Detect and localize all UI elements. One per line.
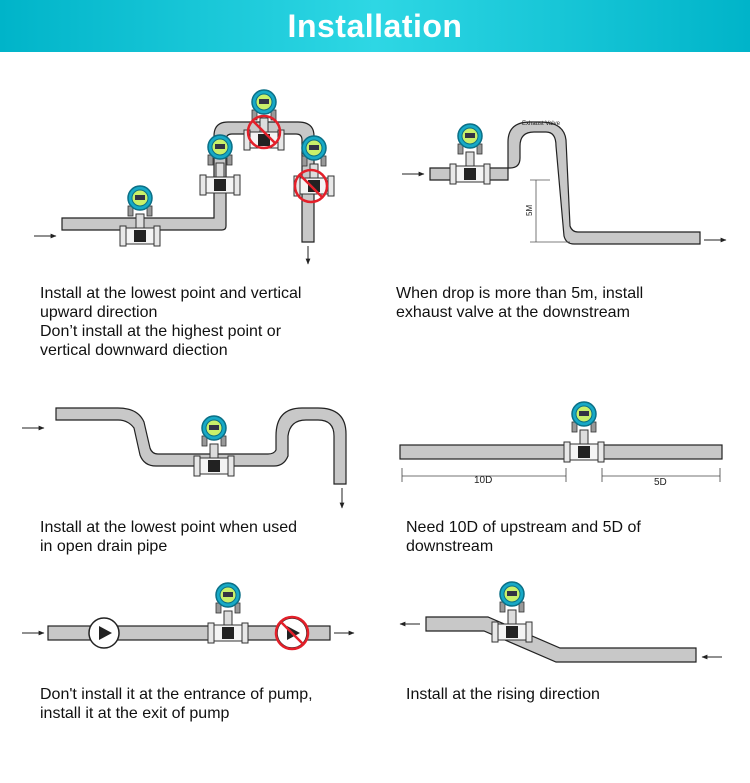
panel-1-diagram <box>34 90 334 264</box>
caption-line: upward direction <box>40 304 158 321</box>
caption-line: Don’t install at the highest point or <box>40 323 282 340</box>
caption-line: exhaust valve at the downstream <box>396 304 630 321</box>
caption-line: downstream <box>406 538 494 555</box>
downstream-length-label: 5D <box>654 477 667 488</box>
page-title: Installation <box>287 8 463 44</box>
exhaust-valve-label: Exhaust Valve <box>522 121 560 127</box>
panel-6-diagram <box>400 582 722 662</box>
panel-1-caption <box>40 284 301 360</box>
panel-4-diagram <box>400 402 722 488</box>
caption-line: vertical downward diection <box>40 342 228 359</box>
caption-line: Install at the lowest point when used <box>40 519 298 536</box>
caption-line: Need 10D of upstream and 5D of <box>406 519 641 536</box>
panel-5-caption <box>40 685 313 723</box>
panel-4-caption <box>406 518 641 556</box>
caption-line: Install at the lowest point and vertical <box>40 285 302 302</box>
panel-3-diagram <box>22 408 346 508</box>
drop-height-label: 5M <box>525 204 534 216</box>
panel-2-diagram <box>402 121 726 244</box>
caption-line: Don't install it at the entrance of pump, <box>40 686 313 703</box>
panel-5-diagram <box>22 583 354 649</box>
panel-2-caption <box>396 284 643 322</box>
caption-line: in open drain pipe <box>40 538 168 555</box>
caption-line: Install at the rising direction <box>406 686 600 703</box>
panel-6-caption <box>406 685 600 704</box>
caption-line: install it at the exit of pump <box>40 705 230 722</box>
panel-3-caption <box>40 518 297 556</box>
caption-line: When drop is more than 5m, install <box>396 285 644 302</box>
upstream-length-label: 10D <box>474 475 493 486</box>
